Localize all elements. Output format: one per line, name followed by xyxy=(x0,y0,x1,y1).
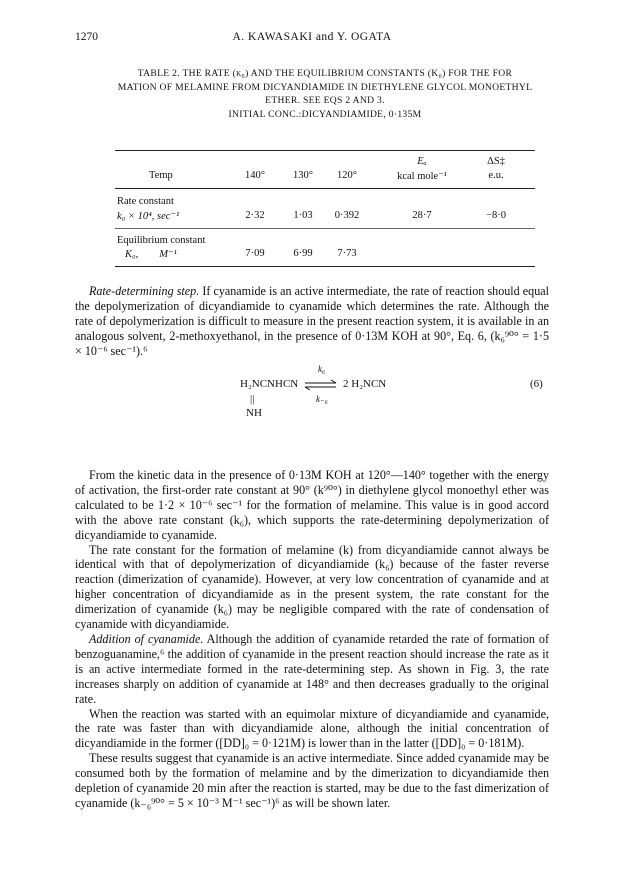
col-header-ds: ΔS‡ xyxy=(487,156,505,167)
paragraph-kinetic-data: From the kinetic data in the presence of 0·13M KOH at 120°—140° together with the energy of activation, the first-order rate constant at 90° (k⁹⁰°) in diethylene glycol monoethyl ether was calculated to be 1·2 × 10⁻⁶ sec⁻¹ for the formation of melamine. This value is in good accord with the above rate constant (k₆), which supports the rate-determining depolymerization of dicyandiamide to cyanamide. xyxy=(75,468,549,542)
table-cell: 7·09 xyxy=(245,248,265,259)
table-cell: 1·03 xyxy=(293,210,313,221)
equation-6 xyxy=(0,364,624,437)
table-cell: 0·392 xyxy=(334,210,360,221)
eq-k-reverse: k₋₆ xyxy=(316,394,328,404)
caption-line: INITIAL CONC.:DICYANDIAMIDE, 0·135M xyxy=(228,108,422,120)
row-label: Rate constant xyxy=(117,196,174,207)
paragraph-rate-determining xyxy=(75,284,549,359)
eq-double-bond: || xyxy=(250,393,255,405)
table-cell: 6·99 xyxy=(293,248,313,259)
page-number: 1270 xyxy=(75,31,98,43)
paragraph-results: These results suggest that cyanamide is an active intermediate. Since added cyanamide may be consumed both by the formation of melamine and by the dimerization to dicyandiamide then depletion of cyanamide 20 min after the reaction is started, may be due to the fast dimerization of cyanamide (k₋₆⁹⁰° = 5 × 10⁻³ M⁻¹ sec⁻¹)⁶ as will be shown later. xyxy=(75,751,549,810)
table-cell: 28·7 xyxy=(412,210,432,221)
table-header-rule xyxy=(115,188,535,189)
body-paragraphs xyxy=(75,468,549,811)
eq-number: (6) xyxy=(530,378,543,390)
col-header-ea-unit: kcal mole⁻¹ xyxy=(397,171,447,182)
caption-line: MATION OF MELAMINE FROM DICYANDIAMIDE IN DIETHYLENE GLYCOL MONOETHYL xyxy=(117,81,533,93)
col-header-140: 140° xyxy=(245,170,265,181)
col-header-ds-unit: e.u. xyxy=(488,170,504,181)
eq-left: H₂NCNHCN xyxy=(240,378,299,390)
run-in-heading: Addition of cyanamide. xyxy=(89,631,204,646)
eq-right: 2 H₂NCN xyxy=(343,378,387,390)
row-sublabel: k₀ × 10⁴, sec⁻¹ xyxy=(117,211,180,222)
col-header-120: 120° xyxy=(337,170,357,181)
col-header-130: 130° xyxy=(293,170,313,181)
row-sublabel: K₀, M⁻¹ xyxy=(125,249,177,260)
run-in-heading: Rate-determining step. xyxy=(89,284,200,298)
caption-line: ETHER. SEE EQS 2 AND 3. xyxy=(265,95,385,106)
row-label: Equilibrium constant xyxy=(117,235,206,246)
col-header-ea: Eₐ xyxy=(417,156,427,167)
table-mid-rule xyxy=(115,228,535,229)
table-cell: −8·0 xyxy=(486,210,506,221)
eq-k-forward: k₆ xyxy=(318,364,326,374)
table-caption xyxy=(115,67,535,121)
paragraph-rate-constant: The rate constant for the formation of melamine (k) from dicyandiamide cannot always be identical with that of depolymerization of dicyandiamide (k₆) because of the faster reverse reaction (dimerization of cyanamide). However, at very low concentration of cyanamide and at higher concentration of dicyandiamide as in the present system, the rate constant for the dimerization of cyanamide (k₆) may be negligible compared with the rate of condensation of cyanamide with dicyandiamide. xyxy=(75,542,549,632)
col-header-temp: Temp xyxy=(149,170,173,181)
paragraph-text: If cyanamide is an active intermediate, the rate of reaction should equal the depolymerization of dicyandiamide to cyanamide which determines the rate. Although the rate of depolymerization is difficult to measure in the present reaction system, it is available in an analogous solvent, 2-methoxyethanol, in the presence of 0·13M KOH at 90°, Eq. 6, (k₆⁹⁰° = 1·5 × 10⁻⁶ sec⁻¹).⁶ xyxy=(75,284,549,358)
table-cell: 7·73 xyxy=(337,248,357,259)
table-bottom-rule xyxy=(115,266,535,267)
running-head: A. KAWASAKI and Y. OGATA xyxy=(232,31,392,43)
eq-nh: NH xyxy=(246,407,262,419)
equilibrium-arrows-icon xyxy=(304,379,338,391)
caption-line: TABLE 2. THE RATE (k₀) AND THE EQUILIBRIUM CONSTANTS (K₀) FOR THE FOR xyxy=(137,68,513,79)
paragraph-equimolar: When the reaction was started with an equimolar mixture of dicyandiamide and cyanamide, the rate was faster than with dicyandiamide alone, although the initial concentration of dicyandiamide in the former ([DD]₀ = 0·121M) is lower than in the latter ([DD]₀ = 0·181M). xyxy=(75,706,549,751)
paragraph-text: Although the addition of cyanamide retarded the rate of formation of benzoguanamine,⁶ the addition of cyanamide in the present reaction should increase the rate as it is an active intermediate formed in the rate-determining step. As shown in Fig. 3, the rate increases sharply on addition of cyanamide at 148° and then decreases gradually to the original rate. xyxy=(75,631,549,706)
table-top-rule xyxy=(115,150,535,151)
table-cell: 2·32 xyxy=(245,210,265,221)
